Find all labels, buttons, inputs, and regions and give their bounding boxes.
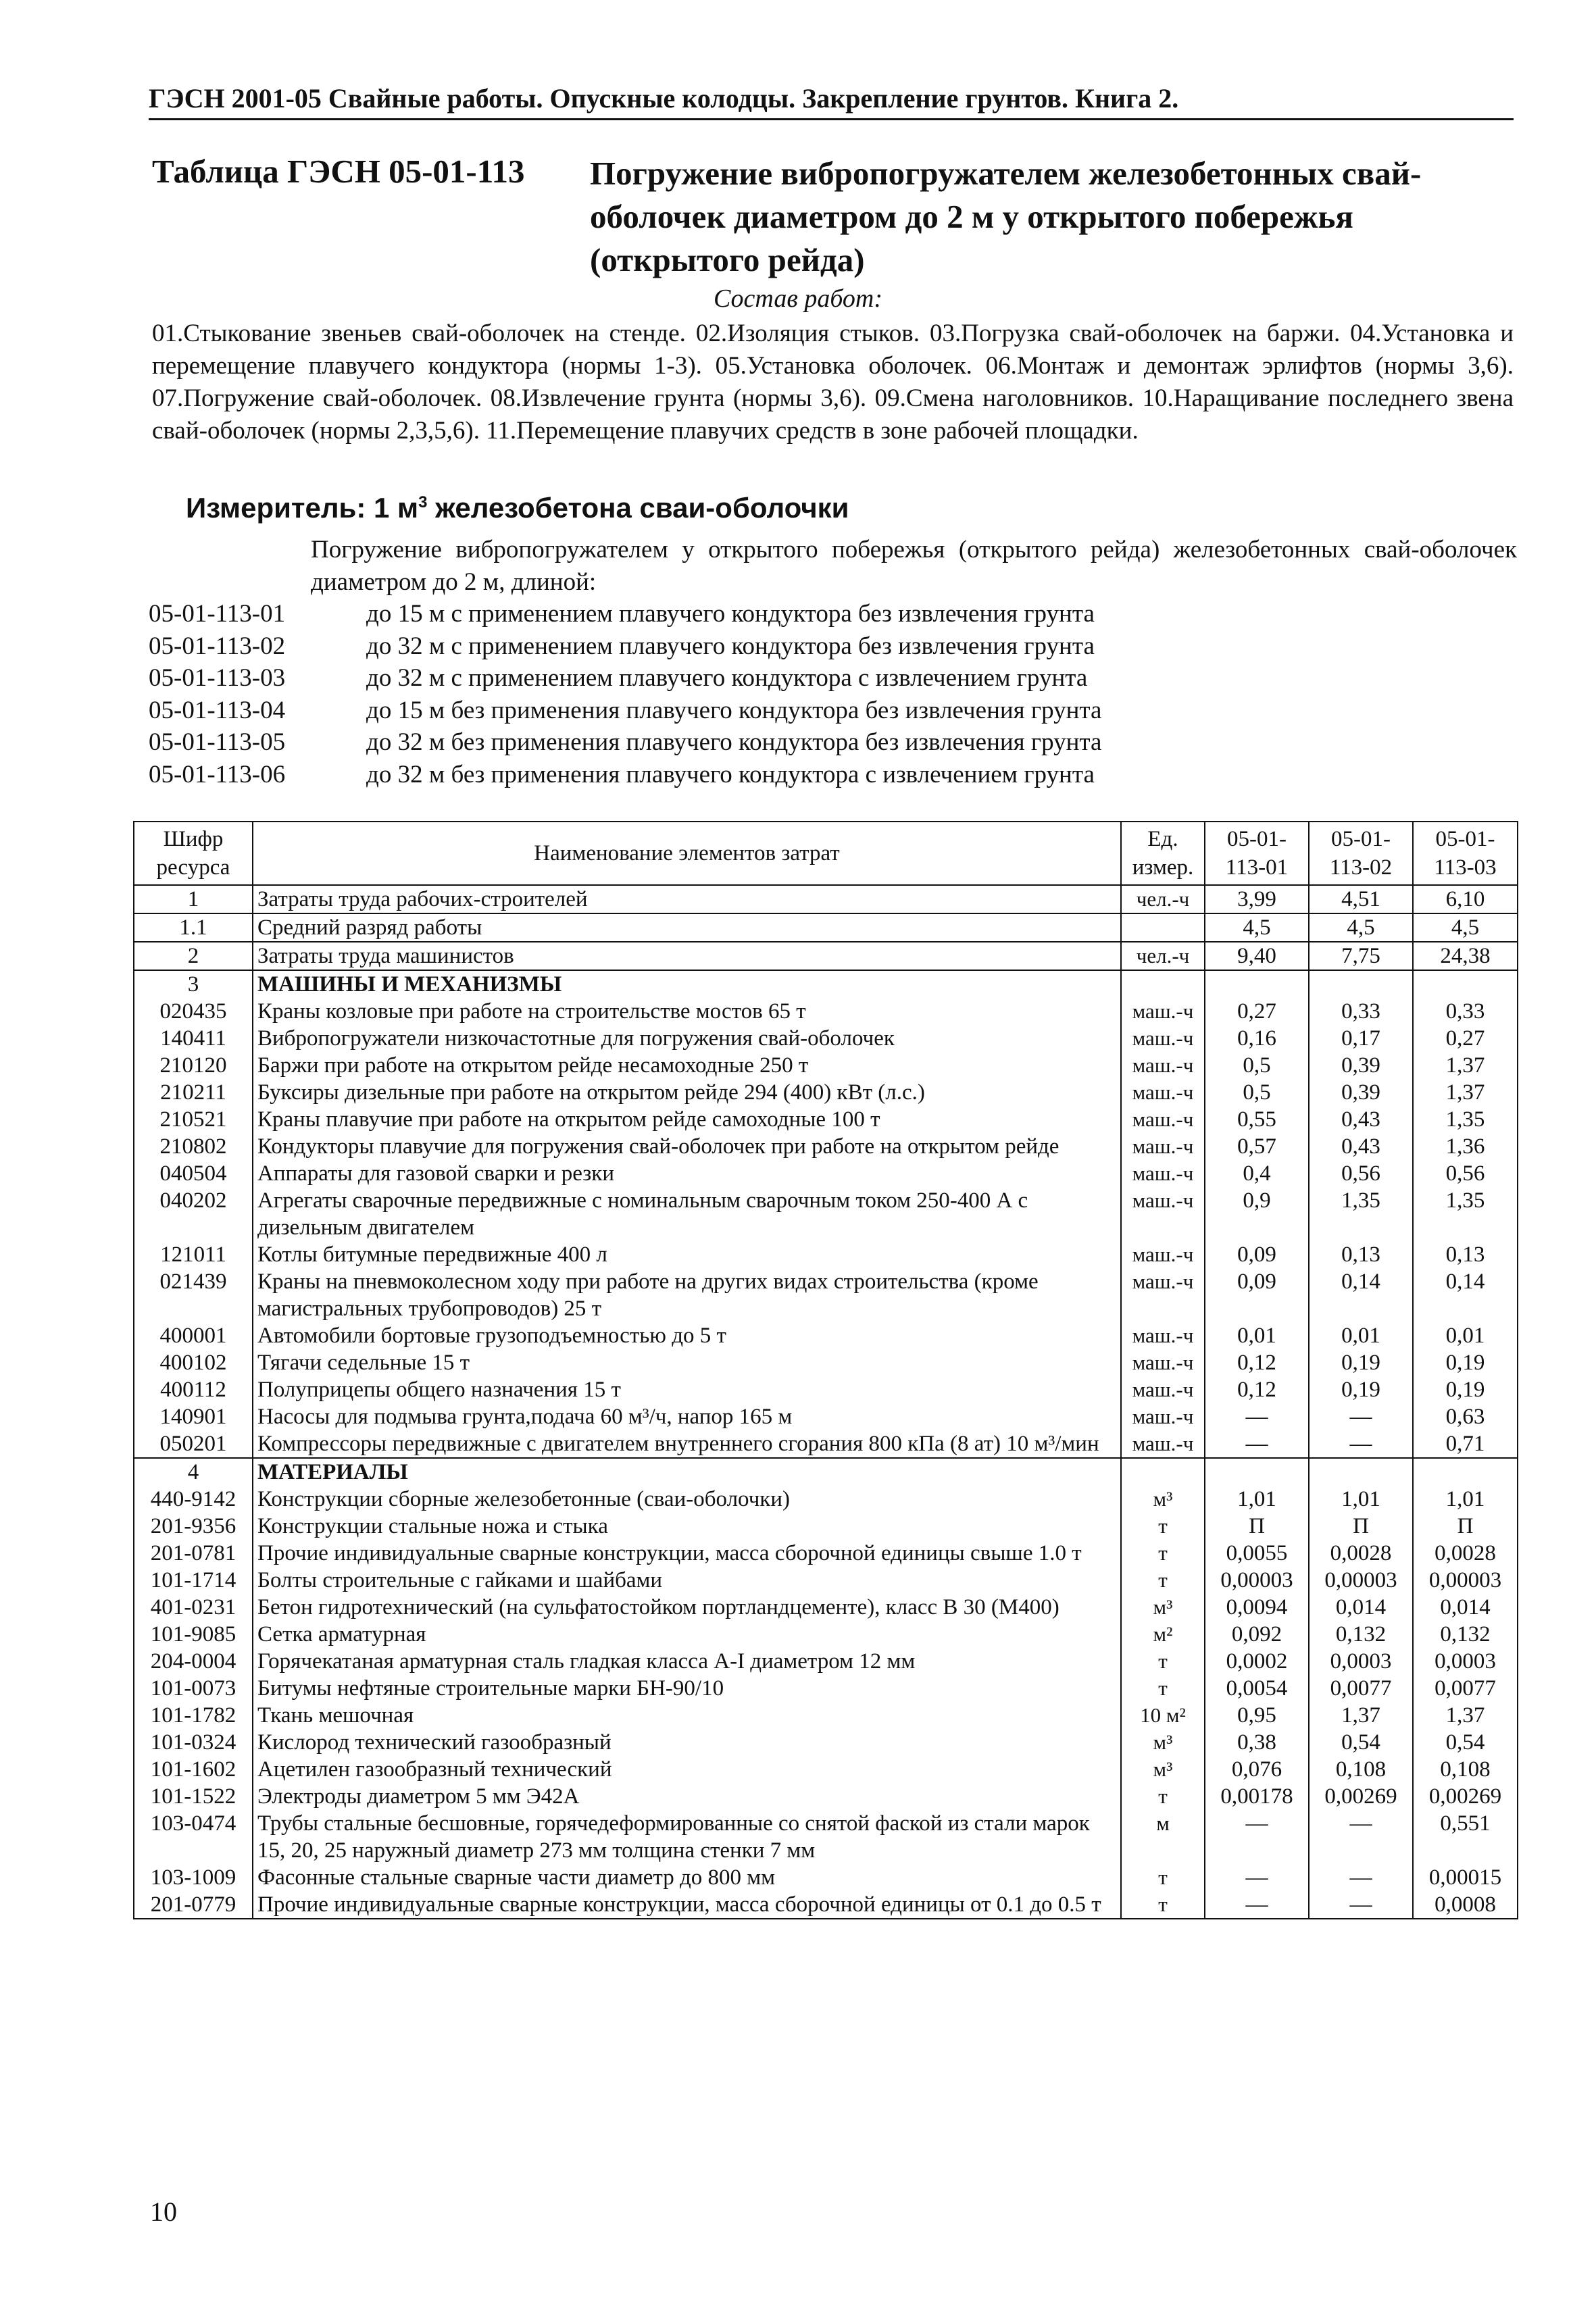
resource-unit: т (1121, 1540, 1205, 1567)
measure-unit (186, 492, 849, 524)
value-col3: 1,37 (1413, 1079, 1518, 1106)
code-description: до 32 м без применения плавучего кондуктора с извлечением грунта (366, 760, 1095, 788)
value-col1: 0,16 (1205, 1025, 1309, 1052)
table-row (134, 1702, 1518, 1729)
value-col1: 9,40 (1205, 942, 1309, 970)
resource-unit: т (1121, 1675, 1205, 1702)
resource-code: 140411 (134, 1025, 253, 1052)
value-col2: 0,0003 (1309, 1648, 1413, 1675)
value-col3: 24,38 (1413, 942, 1518, 970)
value-col1: 0,00178 (1205, 1783, 1309, 1810)
value-col3: 1,36 (1413, 1133, 1518, 1160)
value-col3: П (1413, 1513, 1518, 1540)
value-col1: 0,0055 (1205, 1540, 1309, 1567)
value-col3: 0,63 (1413, 1403, 1518, 1430)
resource-name: Ацетилен газообразный технический (253, 1756, 1121, 1783)
table-row (134, 1567, 1518, 1594)
resource-code: 121011 (134, 1241, 253, 1268)
value-col3: 0,33 (1413, 998, 1518, 1025)
code-item (149, 662, 1101, 695)
table-row (134, 1864, 1518, 1891)
resource-unit: маш.-ч (1121, 1349, 1205, 1376)
value-col1 (1205, 1458, 1309, 1486)
value-col2: — (1309, 1430, 1413, 1458)
resource-unit: м³ (1121, 1729, 1205, 1756)
value-col2: 0,43 (1309, 1106, 1413, 1133)
resource-code: 3 (134, 970, 253, 998)
value-col2: 0,14 (1309, 1268, 1413, 1322)
resource-unit: т (1121, 1567, 1205, 1594)
value-col3: 0,13 (1413, 1241, 1518, 1268)
resource-name: Болты строительные с гайками и шайбами (253, 1567, 1121, 1594)
value-col1: 0,55 (1205, 1106, 1309, 1133)
value-col3: 0,14 (1413, 1268, 1518, 1322)
value-col2: 4,51 (1309, 885, 1413, 913)
table-row (134, 885, 1518, 913)
value-col2 (1309, 1458, 1413, 1486)
value-col2: 0,39 (1309, 1079, 1413, 1106)
page-number: 10 (150, 2196, 177, 2227)
value-col2: П (1309, 1513, 1413, 1540)
table-row (134, 1133, 1518, 1160)
table-row (134, 1486, 1518, 1513)
resource-name: МАШИНЫ И МЕХАНИЗМЫ (253, 970, 1121, 998)
resource-code: 4 (134, 1458, 253, 1486)
resource-name: Баржи при работе на открытом рейде несамоходные 250 т (253, 1052, 1121, 1079)
value-col1: 0,5 (1205, 1079, 1309, 1106)
resource-code: 101-1602 (134, 1756, 253, 1783)
value-col2: — (1309, 1403, 1413, 1430)
code-number: 05-01-113-04 (149, 696, 286, 724)
code-item (149, 630, 1101, 663)
value-col2: 0,54 (1309, 1729, 1413, 1756)
value-col1: — (1205, 1810, 1309, 1864)
value-col3: 1,35 (1413, 1106, 1518, 1133)
resource-name: Затраты труда машинистов (253, 942, 1121, 970)
value-col3: 0,27 (1413, 1025, 1518, 1052)
value-col3: 0,0003 (1413, 1648, 1518, 1675)
resource-unit: т (1121, 1891, 1205, 1919)
resource-name: Краны козловые при работе на строительстве мостов 65 т (253, 998, 1121, 1025)
resource-unit: маш.-ч (1121, 1322, 1205, 1349)
header-name: Наименование элементов затрат (253, 822, 1121, 885)
resource-code: 210120 (134, 1052, 253, 1079)
resource-code: 050201 (134, 1430, 253, 1458)
value-col1: — (1205, 1891, 1309, 1919)
value-col1: 1,01 (1205, 1486, 1309, 1513)
resource-unit (1121, 1458, 1205, 1486)
resource-code: 020435 (134, 998, 253, 1025)
value-col1: — (1205, 1864, 1309, 1891)
resource-code: 101-0324 (134, 1729, 253, 1756)
value-col1: 0,0054 (1205, 1675, 1309, 1702)
composition-title: Состав работ: (713, 284, 883, 313)
value-col3: 0,19 (1413, 1349, 1518, 1376)
table-row (134, 1513, 1518, 1540)
value-col1: 0,38 (1205, 1729, 1309, 1756)
value-col3: 0,01 (1413, 1322, 1518, 1349)
resource-unit: маш.-ч (1121, 1106, 1205, 1133)
resource-name: Трубы стальные бесшовные, горячедеформированные со снятой фаской из стали марок 15, 20, 25 наружный диаметр 273 мм толщина стенки 7 мм (253, 1810, 1121, 1864)
value-col3: 0,56 (1413, 1160, 1518, 1187)
resource-unit: маш.-ч (1121, 1025, 1205, 1052)
resource-unit (1121, 913, 1205, 942)
value-col3: 0,132 (1413, 1621, 1518, 1648)
resource-unit: маш.-ч (1121, 1430, 1205, 1458)
measure-suffix: железобетона сваи-оболочки (427, 492, 849, 524)
resource-code: 400001 (134, 1322, 253, 1349)
resource-unit: м³ (1121, 1756, 1205, 1783)
value-col3: 0,19 (1413, 1376, 1518, 1403)
value-col3: 1,37 (1413, 1702, 1518, 1729)
resource-name: Автомобили бортовые грузоподъемностью до 5 т (253, 1322, 1121, 1349)
value-col1: — (1205, 1430, 1309, 1458)
header-code: Шифр ресурса (134, 822, 253, 885)
value-col2: 0,56 (1309, 1160, 1413, 1187)
resource-name: Конструкции сборные железобетонные (сваи-оболочки) (253, 1486, 1121, 1513)
value-col2: 0,39 (1309, 1052, 1413, 1079)
resource-name: Горячекатаная арматурная сталь гладкая класса А-I диаметром 12 мм (253, 1648, 1121, 1675)
resource-table (133, 821, 1518, 1919)
resource-name: Битумы нефтяные строительные марки БН-90/10 (253, 1675, 1121, 1702)
table-row (134, 1594, 1518, 1621)
resource-unit: маш.-ч (1121, 1403, 1205, 1430)
value-col3: 1,01 (1413, 1486, 1518, 1513)
code-description: до 15 м без применения плавучего кондуктора без извлечения грунта (366, 696, 1102, 724)
resource-unit: 10 м² (1121, 1702, 1205, 1729)
value-col2: 0,014 (1309, 1594, 1413, 1621)
resource-name: МАТЕРИАЛЫ (253, 1458, 1121, 1486)
resource-name: Электроды диаметром 5 мм Э42А (253, 1783, 1121, 1810)
resource-name: Насосы для подмыва грунта,подача 60 м³/ч, напор 165 м (253, 1403, 1121, 1430)
resource-name: Краны плавучие при работе на открытом рейде самоходные 100 т (253, 1106, 1121, 1133)
resource-unit: чел.-ч (1121, 885, 1205, 913)
value-col2: 0,17 (1309, 1025, 1413, 1052)
value-col2: 0,0077 (1309, 1675, 1413, 1702)
table-row (134, 1025, 1518, 1052)
resource-code: 1.1 (134, 913, 253, 942)
value-col3: 4,5 (1413, 913, 1518, 942)
code-description: до 15 м с применением плавучего кондуктора без извлечения грунта (366, 600, 1095, 628)
value-col2: 0,00003 (1309, 1567, 1413, 1594)
resource-unit: т (1121, 1864, 1205, 1891)
resource-code: 440-9142 (134, 1486, 253, 1513)
resource-name: Вибропогружатели низкочастотные для погружения свай-оболочек (253, 1025, 1121, 1052)
value-col1: 0,01 (1205, 1322, 1309, 1349)
resource-code: 101-9085 (134, 1621, 253, 1648)
table-id: Таблица ГЭСН 05-01-113 (152, 153, 525, 190)
table-row (134, 913, 1518, 942)
value-col3 (1413, 970, 1518, 998)
value-col2: 1,37 (1309, 1702, 1413, 1729)
value-col1: 3,99 (1205, 885, 1309, 913)
value-col2: 1,35 (1309, 1187, 1413, 1241)
composition-text: 01.Стыкование звеньев свай-оболочек на стенде. 02.Изоляция стыков. 03.Погрузка свай-оболочек на баржи. 04.Установка и перемещение плавучего кондуктора (нормы 1-3). 05.Установка оболочек. 06.Монтаж и демонтаж эрлифтов (нормы 3,6). 07.Погружение свай-оболочек. 08.Извлечение грунта (нормы 3,6). 09.Смена наголовников. 10.Наращивание последнего звена свай-оболочек (нормы 2,3,5,6). 11.Перемещение плавучих средств в зоне рабочей площадки. (152, 320, 1514, 445)
value-col2: 0,01 (1309, 1322, 1413, 1349)
section-row (134, 970, 1518, 998)
code-item (149, 759, 1101, 791)
value-col2: 4,5 (1309, 913, 1413, 942)
header-col3: 05-01-113-03 (1413, 822, 1518, 885)
resource-code: 1 (134, 885, 253, 913)
resource-unit: т (1121, 1648, 1205, 1675)
resource-code: 400112 (134, 1376, 253, 1403)
value-col1: 0,0094 (1205, 1594, 1309, 1621)
table-row (134, 1540, 1518, 1567)
resource-code: 210521 (134, 1106, 253, 1133)
table-header-row (134, 822, 1518, 885)
resource-code: 204-0004 (134, 1648, 253, 1675)
value-col1: П (1205, 1513, 1309, 1540)
resource-unit: маш.-ч (1121, 998, 1205, 1025)
value-col2 (1309, 970, 1413, 998)
value-col1: 0,00003 (1205, 1567, 1309, 1594)
resource-unit: т (1121, 1513, 1205, 1540)
resource-code: 401-0231 (134, 1594, 253, 1621)
resource-name: Ткань мешочная (253, 1702, 1121, 1729)
value-col3: 0,014 (1413, 1594, 1518, 1621)
code-item (149, 726, 1101, 759)
resource-unit: маш.-ч (1121, 1187, 1205, 1241)
resource-code: 140901 (134, 1403, 253, 1430)
value-col3: 0,551 (1413, 1810, 1518, 1864)
value-col1: 0,5 (1205, 1052, 1309, 1079)
value-col3: 0,00269 (1413, 1783, 1518, 1810)
value-col1: 0,0002 (1205, 1648, 1309, 1675)
resource-unit: м³ (1121, 1486, 1205, 1513)
value-col1: 0,09 (1205, 1268, 1309, 1322)
resource-code: 2 (134, 942, 253, 970)
value-col1: 0,4 (1205, 1160, 1309, 1187)
code-number: 05-01-113-02 (149, 632, 286, 660)
table-row (134, 1430, 1518, 1458)
value-col3: 1,35 (1413, 1187, 1518, 1241)
table-row (134, 1810, 1518, 1864)
code-item (149, 598, 1101, 630)
section-row (134, 1458, 1518, 1486)
resource-code: 101-1714 (134, 1567, 253, 1594)
table-row (134, 1891, 1518, 1919)
table-row (134, 1756, 1518, 1783)
table-row (134, 1079, 1518, 1106)
resource-code: 040202 (134, 1187, 253, 1241)
resource-code: 400102 (134, 1349, 253, 1376)
value-col1: 0,9 (1205, 1187, 1309, 1241)
resource-name: Буксиры дизельные при работе на открытом рейде 294 (400) кВт (л.с.) (253, 1079, 1121, 1106)
resource-unit: маш.-ч (1121, 1133, 1205, 1160)
value-col3: 0,71 (1413, 1430, 1518, 1458)
value-col3 (1413, 1458, 1518, 1486)
resource-name: Прочие индивидуальные сварные конструкции, масса сборочной единицы свыше 1.0 т (253, 1540, 1121, 1567)
header-unit: Ед. измер. (1121, 822, 1205, 885)
value-col2: 0,43 (1309, 1133, 1413, 1160)
value-col3: 1,37 (1413, 1052, 1518, 1079)
resource-unit: т (1121, 1783, 1205, 1810)
resource-name: Затраты труда рабочих-строителей (253, 885, 1121, 913)
resource-unit: м (1121, 1810, 1205, 1864)
table-row (134, 942, 1518, 970)
value-col3: 6,10 (1413, 885, 1518, 913)
value-col1: 4,5 (1205, 913, 1309, 942)
table-row (134, 1729, 1518, 1756)
value-col3: 0,108 (1413, 1756, 1518, 1783)
resource-unit: маш.-ч (1121, 1079, 1205, 1106)
value-col1: 0,092 (1205, 1621, 1309, 1648)
resource-unit (1121, 970, 1205, 998)
value-col2: 0,13 (1309, 1241, 1413, 1268)
value-col1: 0,12 (1205, 1349, 1309, 1376)
value-col2: 7,75 (1309, 942, 1413, 970)
table-row (134, 1268, 1518, 1322)
value-col3: 0,00003 (1413, 1567, 1518, 1594)
header-col2: 05-01-113-02 (1309, 822, 1413, 885)
resource-name: Средний разряд работы (253, 913, 1121, 942)
measure-prefix: Измеритель: 1 м (186, 492, 419, 524)
resource-name: Бетон гидротехнический (на сульфатостойком портландцементе), класс В 30 (М400) (253, 1594, 1121, 1621)
resource-unit: маш.-ч (1121, 1268, 1205, 1322)
resource-unit: чел.-ч (1121, 942, 1205, 970)
table-row (134, 1241, 1518, 1268)
value-col2: 1,01 (1309, 1486, 1413, 1513)
table-row (134, 1160, 1518, 1187)
code-list (149, 598, 1101, 790)
value-col2: 0,00269 (1309, 1783, 1413, 1810)
value-col1: — (1205, 1403, 1309, 1430)
measure-sup: 3 (418, 493, 428, 511)
value-col2: — (1309, 1864, 1413, 1891)
resource-name: Сетка арматурная (253, 1621, 1121, 1648)
resource-code: 210211 (134, 1079, 253, 1106)
value-col1: 0,09 (1205, 1241, 1309, 1268)
resource-unit: маш.-ч (1121, 1052, 1205, 1079)
resource-name: Фасонные стальные сварные части диаметр до 800 мм (253, 1864, 1121, 1891)
resource-name: Кондукторы плавучие для погружения свай-оболочек при работе на открытом рейде (253, 1133, 1121, 1160)
value-col1: 0,57 (1205, 1133, 1309, 1160)
value-col2: 0,19 (1309, 1349, 1413, 1376)
resource-name: Котлы битумные передвижные 400 л (253, 1241, 1121, 1268)
resource-name: Агрегаты сварочные передвижные с номинальным сварочным током 250-400 А с дизельным двигателем (253, 1187, 1121, 1241)
table-row (134, 1783, 1518, 1810)
resource-name: Кислород технический газообразный (253, 1729, 1121, 1756)
value-col1: 0,12 (1205, 1376, 1309, 1403)
table-row (134, 1403, 1518, 1430)
resource-code: 101-1522 (134, 1783, 253, 1810)
table-row (134, 1376, 1518, 1403)
codes-intro: Погружение вибропогружателем у открытого побережья (открытого рейда) железобетонных свай-оболочек диаметром до 2 м, длиной: (311, 536, 1517, 596)
resource-code: 210802 (134, 1133, 253, 1160)
resource-unit: маш.-ч (1121, 1376, 1205, 1403)
resource-code: 021439 (134, 1268, 253, 1322)
resource-name: Краны на пневмоколесном ходу при работе на других видах строительства (кроме магистральных трубопроводов) 25 т (253, 1268, 1121, 1322)
resource-code: 201-0781 (134, 1540, 253, 1567)
resource-code: 040504 (134, 1160, 253, 1187)
value-col3: 0,0077 (1413, 1675, 1518, 1702)
value-col2: 0,132 (1309, 1621, 1413, 1648)
code-number: 05-01-113-01 (149, 600, 286, 628)
resource-code: 103-1009 (134, 1864, 253, 1891)
table-title: Погружение вибропогружателем железобетонных свай-оболочек диаметром до 2 м у открытого побережья (открытого рейда) (590, 155, 1422, 278)
code-description: до 32 м с применением плавучего кондуктора с извлечением грунта (366, 664, 1088, 692)
code-number: 05-01-113-03 (149, 664, 286, 692)
code-description: до 32 м с применением плавучего кондуктора без извлечения грунта (366, 632, 1095, 660)
value-col2: 0,0028 (1309, 1540, 1413, 1567)
resource-unit: маш.-ч (1121, 1160, 1205, 1187)
table-row (134, 1675, 1518, 1702)
table-row (134, 1106, 1518, 1133)
resource-unit: м³ (1121, 1594, 1205, 1621)
value-col2: 0,19 (1309, 1376, 1413, 1403)
resource-code: 201-9356 (134, 1513, 253, 1540)
page-header: ГЭСН 2001-05 Свайные работы. Опускные колодцы. Закрепление грунтов. Книга 2. (149, 82, 1514, 120)
table-row (134, 1187, 1518, 1241)
resource-name: Аппараты для газовой сварки и резки (253, 1160, 1121, 1187)
header-col1: 05-01-113-01 (1205, 822, 1309, 885)
value-col3: 0,00015 (1413, 1864, 1518, 1891)
value-col3: 0,0028 (1413, 1540, 1518, 1567)
resource-name: Тягачи седельные 15 т (253, 1349, 1121, 1376)
resource-name: Полуприцепы общего назначения 15 т (253, 1376, 1121, 1403)
value-col2: 0,33 (1309, 998, 1413, 1025)
value-col2: — (1309, 1810, 1413, 1864)
resource-unit: м² (1121, 1621, 1205, 1648)
code-item (149, 695, 1101, 727)
code-number: 05-01-113-06 (149, 760, 286, 788)
resource-unit: маш.-ч (1121, 1241, 1205, 1268)
value-col1: 0,076 (1205, 1756, 1309, 1783)
table-row (134, 1349, 1518, 1376)
value-col2: 0,108 (1309, 1756, 1413, 1783)
value-col1: 0,95 (1205, 1702, 1309, 1729)
table-row (134, 1052, 1518, 1079)
value-col3: 0,54 (1413, 1729, 1518, 1756)
resource-code: 103-0474 (134, 1810, 253, 1864)
value-col1 (1205, 970, 1309, 998)
resource-code: 201-0779 (134, 1891, 253, 1919)
table-row (134, 1322, 1518, 1349)
resource-code: 101-0073 (134, 1675, 253, 1702)
resource-name: Компрессоры передвижные с двигателем внутреннего сгорания 800 кПа (8 ат) 10 м³/мин (253, 1430, 1121, 1458)
resource-name: Конструкции стальные ножа и стыка (253, 1513, 1121, 1540)
table-row (134, 1648, 1518, 1675)
value-col1: 0,27 (1205, 998, 1309, 1025)
table-row (134, 1621, 1518, 1648)
resource-code: 101-1782 (134, 1702, 253, 1729)
code-number: 05-01-113-05 (149, 728, 286, 756)
code-description: до 32 м без применения плавучего кондуктора без извлечения грунта (366, 728, 1102, 756)
value-col3: 0,0008 (1413, 1891, 1518, 1919)
resource-name: Прочие индивидуальные сварные конструкции, масса сборочной единицы от 0.1 до 0.5 т (253, 1891, 1121, 1919)
table-row (134, 998, 1518, 1025)
value-col2: — (1309, 1891, 1413, 1919)
